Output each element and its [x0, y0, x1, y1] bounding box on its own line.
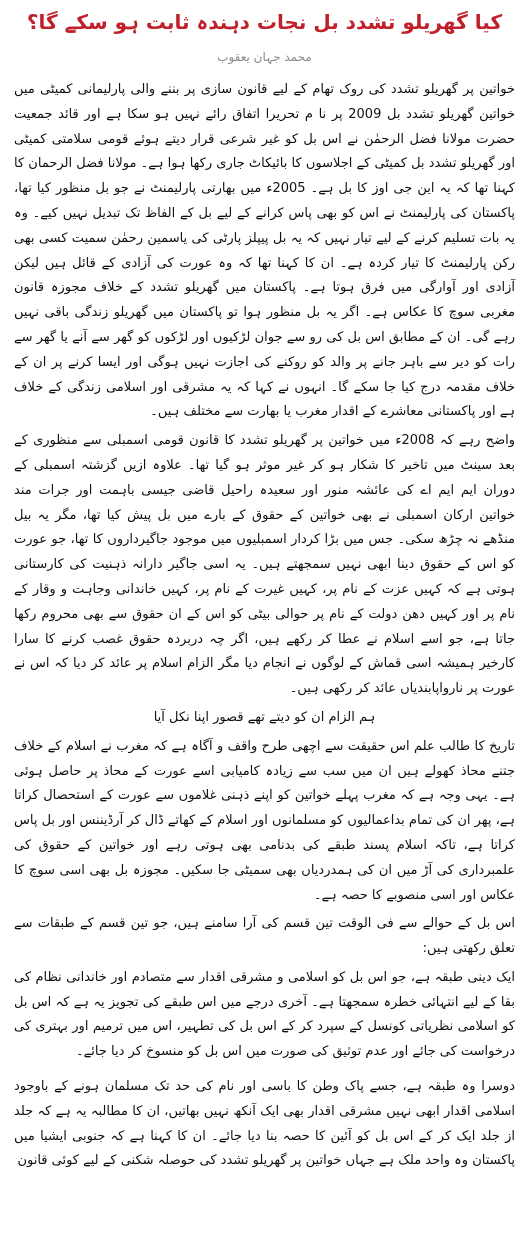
verse-line: ہم الزام ان کو دیتے تھے قصور اپنا نکل آیا: [153, 709, 376, 725]
paragraph-1: خواتین پر گھریلو تشدد کی روک تھام کے لیے قانون سازی پر بننے والی پارلیمانی کمیٹی میں خواتین گھریلو تشدد بل 2009 پر نا م تحریرا اتفاق رائے نہیں ہو سکا ہے اور قائد جمعیت حضرت مولانا فضل الرحمٰن نے اس بل کو غیر شرعی قرار دیتے ہوئے قومی سلامتی کمیٹی اور گھریلو تشدد بل کمیٹی کے اجلاسوں کا بائیکاٹ جاری رکھا ہوا ہے۔ مولانا فضل الرحمان کا کہنا تھا کہ یہ این جی اوز کا بل ہے۔ 2005ء میں بھارتی پارلیمنٹ نے جو بل منظور کیا تھا، پاکستان کی پارلیمنٹ نے اس کو بھی پاس کرانے کے لیے بل کے الفاظ تک تبدیل نہیں کیے۔ وہ یہ بات تسلیم کرنے کے لیے تیار نہیں کہ یہ بل پیپلز پارٹی کی یاسمین رحمٰن سمیت کسی بھی رکن پارلیمنٹ کا تیار کردہ ہے۔ ان کا کہنا تھا کہ وہ عورت کی آزادی کے قائل ہیں لیکن آزادی اور آوارگی میں فرق ہوتا ہے۔ پاکستان میں گھریلو تشدد کے خلاف مجوزہ قانون مغربی سوچ کا عکاس ہے۔ اگر یہ بل منظور ہوا تو پاکستان میں گھریلو زندگی باقی نہیں رہے گی۔ ان کے مطابق اس بل کی رو سے جوان لڑکیوں اور لڑکوں کو گھر سے آنے یا گھر سے رات کو دیر سے باہر جانے پر والد کو روکنے کی اجازت نہیں ہوگی اور ایسا کرنے پر ان کے خلاف مقدمہ درج کیا جا سکے گا۔ انہوں نے کہا کہ یہ مشرقی اور اسلامی زندگی کے خلاف ہے اور پاکستانی معاشرے کے اقدار مغرب یا بھارت سے مختلف ہیں۔: [14, 82, 515, 420]
paragraph-2: واضح رہے کہ 2008ء میں خواتین پر گھریلو تشدد کا قانون قومی اسمبلی سے منظوری کے بعد سینٹ میں تاخیر کا شکار ہو کر غیر موثر ہو گیا تھا۔ علاوہ ازیں گزشتہ اسمبلی کے دوران ایم ایم اے کی عائشہ منور اور سعیدہ راحیل قاضی جیسی باہمت اور جرات مند خواتین ارکان اسمبلی نے بھی خواتین کے حقوق کے بارے میں بل پیش کیا تھا، مگر یہ بیل منڈھے نہ چڑھ سکی۔ جس میں بڑا کردار اسمبلیوں میں موجود جاگیرداروں کا تھا، جو عورت کو اس کے حقوق دینا ابھی نہیں سمجھتے ہیں۔ یہ اسی جاگیر دارانہ ذہنیت کی کارستانی ہوتی ہے کہ کہیں عزت کے نام پر، کہیں غیرت کے نام پر، کہیں خاندانی وجاہت و وقار کے نام پر اور کہیں دھن دولت کے نام پر حوالی بیٹی کو اس کے ان حقوق سے بھی محروم رکھا جاتا ہے، جو اسے اسلام نے عطا کر رکھے ہیں، اگر چہ دربردہ حقوق غصب کرنے کا سارا کارخیر ہمیشہ اسی قماش کے لوگوں نے انجام دیا مگر الزام اسلام پر عائد کر دیا کہ اس نے عورت پر نارواپابندیاں عائد کر رکھی ہیں۔: [14, 433, 515, 697]
list-item-1: ایک دینی طبقہ ہے، جو اس بل کو اسلامی و مشرقی اقدار سے متصادم اور خاندانی نظام کی بقا کے لیے انتہائی خطرہ سمجھتا ہے۔ آخری درجے میں اس طبقے کی تجویز یہ ہے کہ اس بل کو اسلامی نظریاتی کونسل کے سپرد کر کے اس بل کی تطہیر، اس میں ترمیم اور بہتری کی درخواست کی جائے اور عدم توثیق کی صورت میں اس بل کو منسوخ کر دیا جائے۔: [14, 969, 515, 1060]
article-body: [14, 78, 515, 1174]
paragraph-4: اس بل کے حوالے سے فی الوقت تین قسم کی آرا سامنے ہیں، جو تین قسم کے طبقات سے تعلق رکھتی ہیں:: [14, 916, 515, 957]
article-title: کیا گھریلو تشدد بل نجات دہندہ ثابت ہو سکے گا؟: [26, 10, 503, 34]
list-item-2: دوسرا وہ طبقہ ہے، جسے پاک وطن کا باسی اور نام کی حد تک مسلمان ہونے کے باوجود اسلامی اقدار ابھی نہیں مشرقی اقدار بھی ایک آنکھ نہیں بھاتیں، ان کا مطالبہ یہ ہے کہ جلد از جلد ایک کر کے اس بل کو آئین کا حصہ بنا دیا جائے۔ ان کا کہنا ہے کہ جنوبی ایشیا میں پاکستان وہ واحد ملک ہے جہاں خواتین پر گھریلو تشدد کی حوصلہ شکنی کے لیے کوئی قانون: [14, 1079, 515, 1169]
paragraph-3: تاریخ کا طالب علم اس حقیقت سے اچھی طرح واقف و آگاہ ہے کہ مغرب نے اسلام کے خلاف جتنے محاذ کھولے ہیں ان میں سب سے زیادہ کامیابی اسے عورت کے محاذ پر حاصل ہوئی ہے۔ یہی وجہ ہے کہ مغرب پہلے خواتین کو اپنے ذہنی غلاموں سے عورت کے استحصال کراتا ہے، پھر ان کی تمام بداعمالیوں کو مسلمانوں اور اسلام کے کھاتے ڈال کر آرڈیننس اور بل پاس کراتا ہے، تاکہ اسلام پسند طبقے کی بدنامی بھی ہوتی رہے اور خواتین کے حقوق کی علمبرداری کی آڑ میں ان کی ہمدردیاں بھی سمیٹی جا سکیں۔ مجوزہ بل بھی اسی سوچ کا عکاس اور اسی منصوبے کا حصہ ہے۔: [13, 738, 515, 903]
author-byline: محمد جہان یعقوب: [217, 50, 312, 64]
